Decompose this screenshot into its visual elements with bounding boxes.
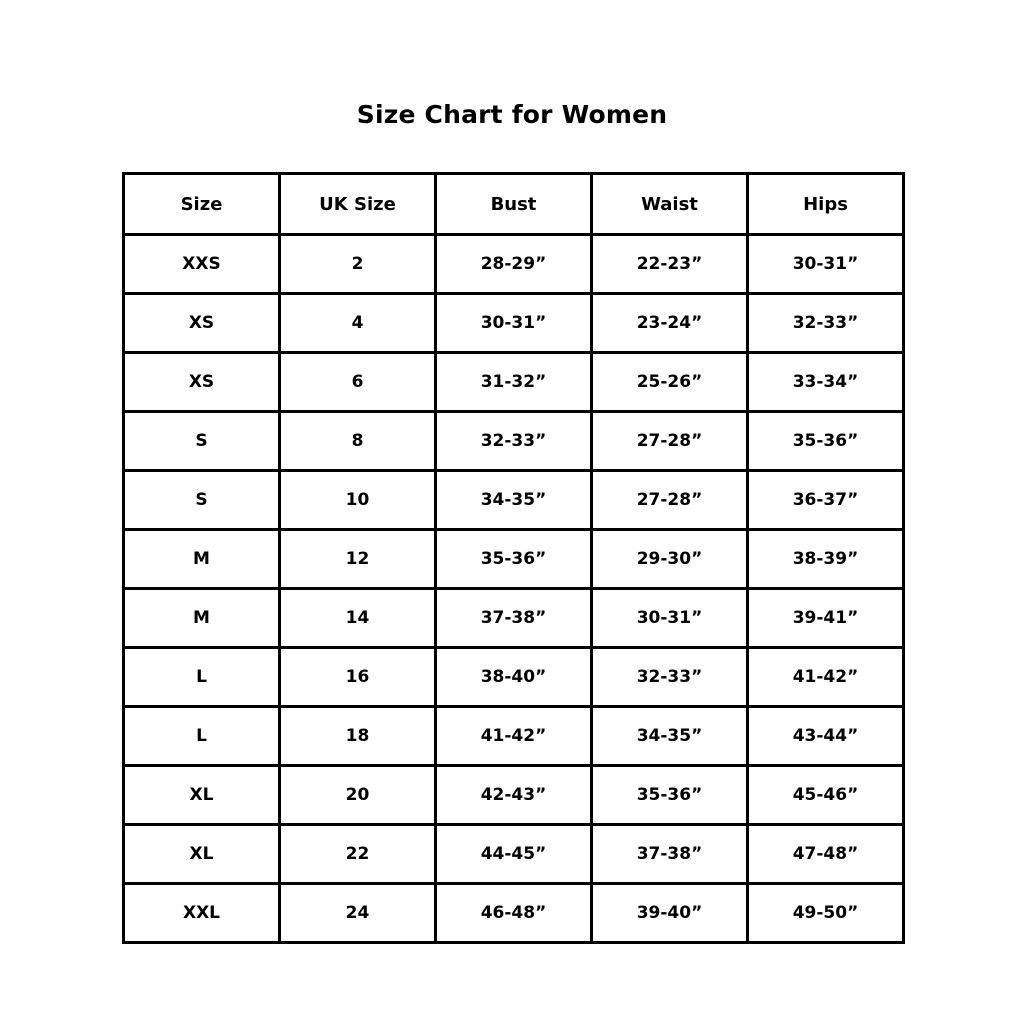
cell-bust: 31-32” bbox=[436, 353, 592, 412]
cell-waist: 27-28” bbox=[592, 471, 748, 530]
cell-uk-size: 20 bbox=[280, 766, 436, 825]
cell-size: L bbox=[124, 707, 280, 766]
cell-size: XL bbox=[124, 825, 280, 884]
cell-uk-size: 4 bbox=[280, 294, 436, 353]
table-header bbox=[124, 174, 904, 235]
table-row bbox=[124, 707, 904, 766]
cell-size: XL bbox=[124, 766, 280, 825]
column-header-bust: Bust bbox=[436, 174, 592, 235]
cell-size: S bbox=[124, 471, 280, 530]
size-table bbox=[122, 172, 905, 944]
cell-bust: 30-31” bbox=[436, 294, 592, 353]
cell-uk-size: 6 bbox=[280, 353, 436, 412]
cell-bust: 38-40” bbox=[436, 648, 592, 707]
cell-bust: 42-43” bbox=[436, 766, 592, 825]
cell-hips: 39-41” bbox=[748, 589, 904, 648]
cell-uk-size: 18 bbox=[280, 707, 436, 766]
table-row bbox=[124, 412, 904, 471]
table-body bbox=[124, 235, 904, 943]
cell-bust: 28-29” bbox=[436, 235, 592, 294]
cell-uk-size: 14 bbox=[280, 589, 436, 648]
cell-hips: 38-39” bbox=[748, 530, 904, 589]
size-table-container bbox=[122, 172, 902, 944]
table-row bbox=[124, 294, 904, 353]
cell-uk-size: 16 bbox=[280, 648, 436, 707]
table-row bbox=[124, 884, 904, 943]
table-row bbox=[124, 825, 904, 884]
cell-bust: 37-38” bbox=[436, 589, 592, 648]
cell-hips: 45-46” bbox=[748, 766, 904, 825]
cell-size: L bbox=[124, 648, 280, 707]
cell-hips: 41-42” bbox=[748, 648, 904, 707]
cell-hips: 49-50” bbox=[748, 884, 904, 943]
cell-bust: 32-33” bbox=[436, 412, 592, 471]
column-header-hips: Hips bbox=[748, 174, 904, 235]
table-row bbox=[124, 766, 904, 825]
cell-bust: 46-48” bbox=[436, 884, 592, 943]
cell-waist: 32-33” bbox=[592, 648, 748, 707]
cell-uk-size: 24 bbox=[280, 884, 436, 943]
cell-bust: 44-45” bbox=[436, 825, 592, 884]
cell-waist: 37-38” bbox=[592, 825, 748, 884]
table-row bbox=[124, 589, 904, 648]
table-header-row bbox=[124, 174, 904, 235]
cell-size: XS bbox=[124, 294, 280, 353]
table-row bbox=[124, 353, 904, 412]
page-title: Size Chart for Women bbox=[356, 100, 668, 129]
cell-hips: 35-36” bbox=[748, 412, 904, 471]
column-header-uk-size: UK Size bbox=[280, 174, 436, 235]
cell-size: XS bbox=[124, 353, 280, 412]
cell-uk-size: 12 bbox=[280, 530, 436, 589]
cell-waist: 30-31” bbox=[592, 589, 748, 648]
table-row bbox=[124, 471, 904, 530]
cell-size: M bbox=[124, 530, 280, 589]
cell-uk-size: 22 bbox=[280, 825, 436, 884]
cell-uk-size: 8 bbox=[280, 412, 436, 471]
cell-waist: 22-23” bbox=[592, 235, 748, 294]
cell-size: S bbox=[124, 412, 280, 471]
column-header-waist: Waist bbox=[592, 174, 748, 235]
cell-hips: 47-48” bbox=[748, 825, 904, 884]
cell-waist: 23-24” bbox=[592, 294, 748, 353]
cell-hips: 30-31” bbox=[748, 235, 904, 294]
cell-size: XXS bbox=[124, 235, 280, 294]
cell-hips: 33-34” bbox=[748, 353, 904, 412]
cell-waist: 34-35” bbox=[592, 707, 748, 766]
table-row bbox=[124, 648, 904, 707]
cell-waist: 27-28” bbox=[592, 412, 748, 471]
cell-waist: 25-26” bbox=[592, 353, 748, 412]
cell-hips: 43-44” bbox=[748, 707, 904, 766]
cell-bust: 41-42” bbox=[436, 707, 592, 766]
cell-uk-size: 10 bbox=[280, 471, 436, 530]
cell-waist: 29-30” bbox=[592, 530, 748, 589]
cell-waist: 39-40” bbox=[592, 884, 748, 943]
table-row bbox=[124, 530, 904, 589]
cell-uk-size: 2 bbox=[280, 235, 436, 294]
table-row bbox=[124, 235, 904, 294]
cell-bust: 35-36” bbox=[436, 530, 592, 589]
cell-waist: 35-36” bbox=[592, 766, 748, 825]
cell-hips: 32-33” bbox=[748, 294, 904, 353]
column-header-size: Size bbox=[124, 174, 280, 235]
cell-size: M bbox=[124, 589, 280, 648]
cell-hips: 36-37” bbox=[748, 471, 904, 530]
cell-bust: 34-35” bbox=[436, 471, 592, 530]
cell-size: XXL bbox=[124, 884, 280, 943]
